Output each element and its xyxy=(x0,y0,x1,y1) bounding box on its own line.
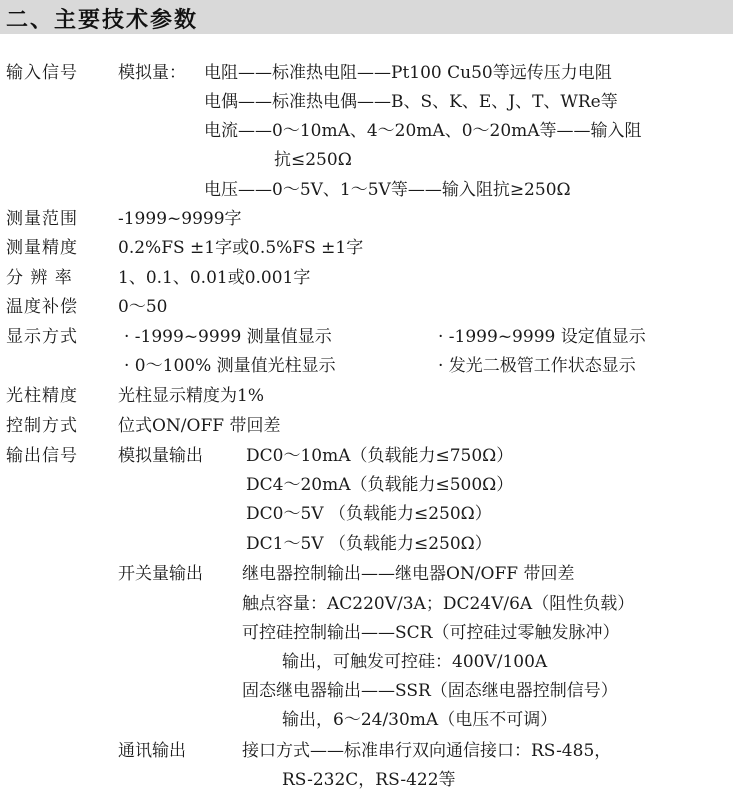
analog-input-label: 模拟量： xyxy=(118,63,186,83)
analog-output-dc1-5v: DC1～5V （负载能力≤250Ω） xyxy=(246,534,492,554)
comm-interface-line-cont: RS-232C，RS-422等 xyxy=(282,770,456,790)
section-title: 二、主要技术参数 xyxy=(6,8,199,33)
analog-output-label: 模拟量输出 xyxy=(118,446,203,466)
input-current-line: 电流——0～10mA、4～20mA、0～20mA等——输入阻 xyxy=(204,121,642,141)
ssr-output-line-cont: 输出，6～24/30mA（电压不可调） xyxy=(282,710,558,730)
analog-output-dc0-5v: DC0～5V （负载能力≤250Ω） xyxy=(246,504,492,524)
display-item-led: · 发光二极管工作状态显示 xyxy=(438,356,636,376)
input-signal-label: 输入信号 xyxy=(6,63,78,83)
bar-accuracy-label: 光柱精度 xyxy=(6,386,78,406)
control-mode-value: 位式ON/OFF 带回差 xyxy=(118,416,281,436)
measurement-range-value: -1999~9999字 xyxy=(118,209,242,229)
relay-output-line: 继电器控制输出——继电器ON/OFF 带回差 xyxy=(242,564,575,584)
comm-interface-line: 接口方式——标准串行双向通信接口：RS-485， xyxy=(242,741,612,761)
comm-output-label: 通讯输出 xyxy=(118,741,186,761)
accuracy-label: 测量精度 xyxy=(6,238,78,258)
input-current-line-cont: 抗≤250Ω xyxy=(274,150,352,170)
resolution-value: 1、0.1、0.01或0.001字 xyxy=(118,268,311,288)
input-resistance-line: 电阻——标准热电阻——Pt100 Cu50等远传压力电阻 xyxy=(204,63,612,83)
switch-output-label: 开关量输出 xyxy=(118,564,203,584)
contact-capacity-line: 触点容量：AC220V/3A；DC24V/6A（阻性负载） xyxy=(242,594,635,614)
ssr-output-line: 固态继电器输出——SSR（固态继电器控制信号） xyxy=(242,681,618,701)
output-signal-label: 输出信号 xyxy=(6,446,78,466)
resolution-label: 分 辨 率 xyxy=(6,268,73,288)
scr-output-line-cont: 输出，可触发可控硅：400V/100A xyxy=(282,652,548,672)
bar-accuracy-value: 光柱显示精度为1% xyxy=(118,386,264,406)
analog-output-dc4-20ma: DC4～20mA（负载能力≤500Ω） xyxy=(246,475,514,495)
accuracy-value: 0.2%FS ±1字或0.5%FS ±1字 xyxy=(118,238,364,258)
analog-output-dc0-10ma: DC0～10mA（负载能力≤750Ω） xyxy=(246,446,514,466)
scr-output-line: 可控硅控制输出——SCR（可控硅过零触发脉冲） xyxy=(242,623,620,643)
temp-compensation-value: 0～50 xyxy=(118,297,168,317)
measurement-range-label: 测量范围 xyxy=(6,209,78,229)
display-item-setpoint: · -1999~9999 设定值显示 xyxy=(438,327,646,347)
section-title-bar xyxy=(0,0,733,34)
display-item-bargraph: · 0～100% 测量值光柱显示 xyxy=(124,356,336,376)
input-voltage-line: 电压——0～5V、1～5V等——输入阻抗≥250Ω xyxy=(204,180,571,200)
display-mode-label: 显示方式 xyxy=(6,327,78,347)
control-mode-label: 控制方式 xyxy=(6,416,78,436)
display-item-measure: · -1999~9999 测量值显示 xyxy=(124,327,332,347)
input-thermocouple-line: 电偶——标准热电偶——B、S、K、E、J、T、WRe等 xyxy=(204,92,618,112)
temp-compensation-label: 温度补偿 xyxy=(6,297,78,317)
